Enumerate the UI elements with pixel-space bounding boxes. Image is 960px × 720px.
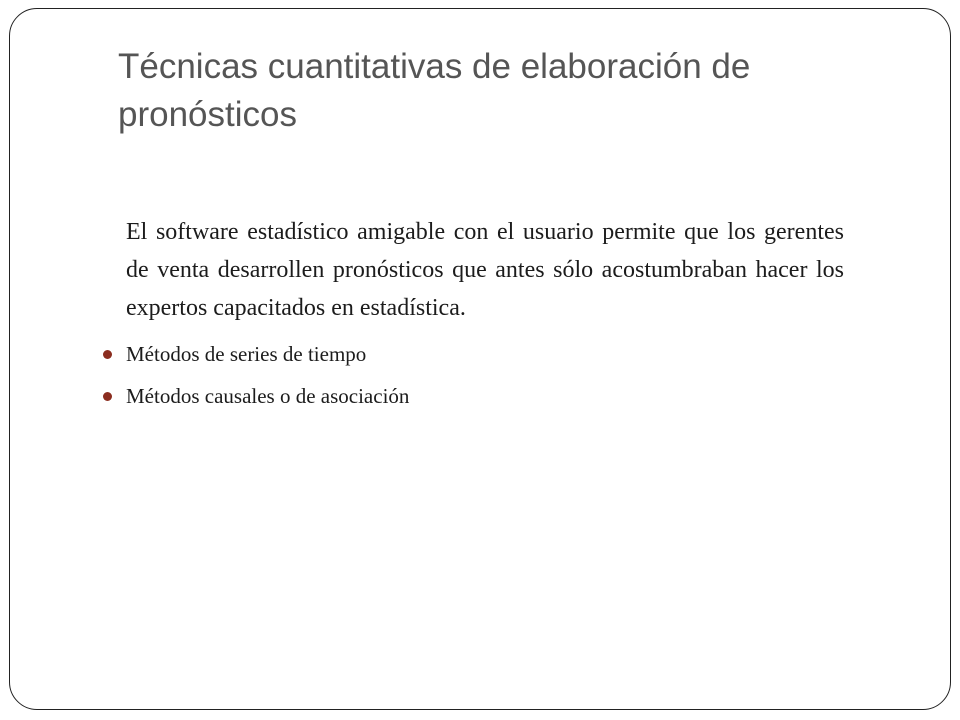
bullet-list bbox=[126, 333, 844, 417]
slide-content bbox=[126, 213, 844, 417]
bullet-label: Métodos de series de tiempo bbox=[126, 342, 367, 366]
slide-title: Técnicas cuantitativas de elaboración de pronósticos bbox=[118, 47, 751, 134]
slide-frame bbox=[9, 8, 951, 710]
bullet-dot-icon bbox=[103, 350, 112, 359]
list-item bbox=[126, 375, 844, 417]
bullet-label: Métodos causales o de asociación bbox=[126, 384, 410, 408]
bullet-dot-icon bbox=[103, 392, 112, 401]
list-item bbox=[126, 333, 844, 375]
body-paragraph: El software estadístico amigable con el usuario permite que los gerentes de venta desarrollen pronósticos que antes sólo acostumbraban hacer los expertos capacitados en estadística. bbox=[126, 219, 844, 321]
